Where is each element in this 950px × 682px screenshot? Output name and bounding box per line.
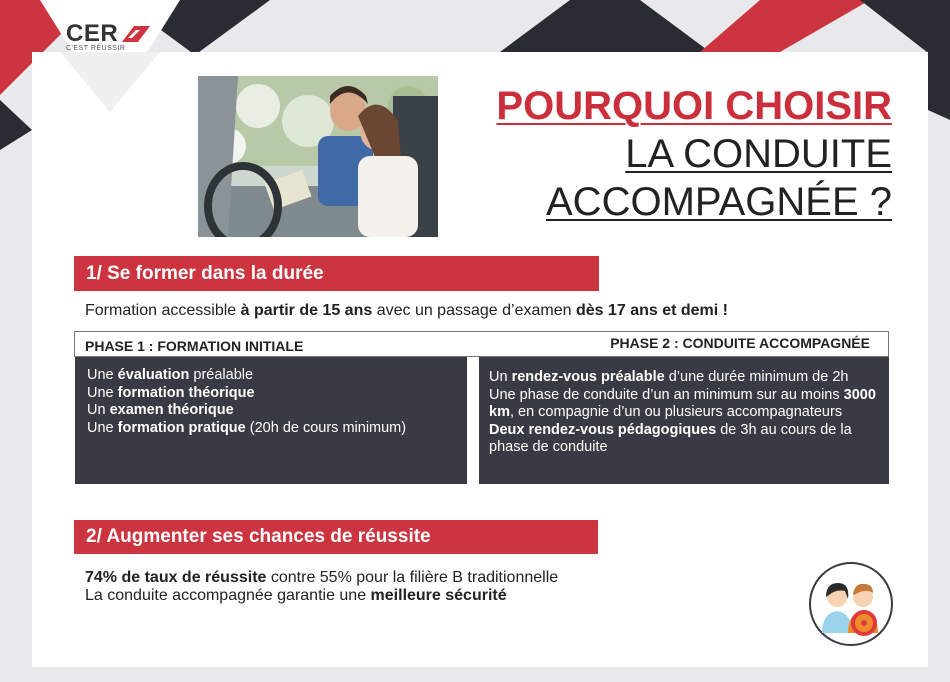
logo-flag-icon (120, 24, 150, 44)
page-title (496, 82, 892, 226)
phase-2-item: Une phase de conduite d’un an minimum sur au moins 3000 km, en compagnie d’un ou plusieurs accompagnateurs (489, 386, 876, 420)
logo-backdrop (40, 0, 180, 115)
title-line-1: POURQUOI CHOISIR (496, 84, 892, 128)
drivers-badge-icon (808, 561, 894, 647)
section-1-intro: Formation accessible à partir de 15 ans avec un passage d’examen dès 17 ans et demi ! (85, 302, 729, 319)
phase-1-item: Une évaluation préalable (87, 367, 254, 383)
phase-1-item: Une formation pratique (20h de cours minimum) (87, 419, 407, 436)
section-2-heading: 2/ Augmenter ses chances de réussite (74, 520, 598, 554)
phase-2-title: PHASE 2 : CONDUITE ACCOMPAGNÉE (610, 335, 870, 351)
phase-2-item: Deux rendez-vous pédagogiques de 3h au cours de la phase de conduite (489, 421, 852, 455)
title-line-3: ACCOMPAGNÉE ? (546, 180, 892, 224)
phase-header-row (74, 331, 889, 357)
driving-lesson-photo (198, 76, 438, 237)
phase-2-item: Un rendez-vous préalable d’une durée minimum de 2h (489, 369, 849, 385)
phase-1-item: Une formation théorique (87, 384, 255, 401)
phase-1-box (75, 357, 467, 484)
section-1-heading: 1/ Se former dans la durée (74, 256, 599, 291)
logo-text: CER (66, 20, 119, 47)
title-line-2: LA CONDUITE (625, 132, 892, 176)
success-rate-line: 74% de taux de réussite contre 55% pour la filière B traditionnelle (85, 569, 559, 586)
cer-logo[interactable] (66, 20, 156, 56)
logo-tagline: C'EST RÉUSSIR (66, 45, 126, 52)
phase-2-box (479, 357, 889, 484)
phase-1-title: PHASE 1 : FORMATION INITIALE (85, 338, 304, 354)
safety-line: La conduite accompagnée garantie une meilleure sécurité (85, 587, 507, 604)
phase-1-item: Un examen théorique (87, 402, 234, 418)
